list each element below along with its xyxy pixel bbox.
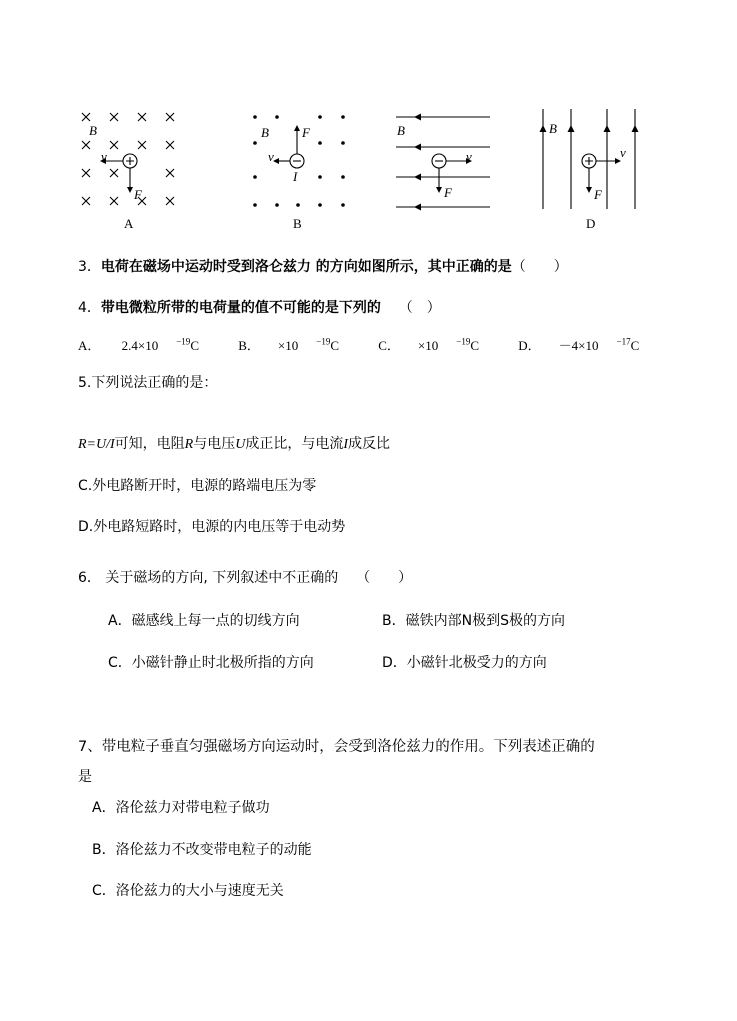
q4-option-b: B． ×10 $^{-19}$C xyxy=(238,336,339,353)
q4-answer-paren: （ ） xyxy=(398,300,441,316)
q4-number: 4． xyxy=(78,300,101,316)
fig-a-force-label: F xyxy=(134,187,142,202)
q4-option-c: C． ×10 $^{-19}$C xyxy=(378,336,480,353)
q6-option-d: D．小磁针北极受力的方向 xyxy=(382,655,547,671)
figure-b xyxy=(245,105,355,215)
question-5-title: 5.下列说法正确的是： xyxy=(78,375,218,391)
question-4 xyxy=(78,297,441,317)
fig-d-velocity-label: v xyxy=(620,145,626,160)
q5-statement-c: C.外电路断开时，电源的路端电压为零 xyxy=(78,478,317,494)
q6-option-a: A．磁感线上每一点的切线方向 xyxy=(108,613,300,629)
q5-statement-d: D.外电路短路时，电源的内电压等于电动势 xyxy=(78,519,346,535)
figure-c xyxy=(388,105,498,215)
q4-option-a: A． 2.4×10 $^{-19}$C xyxy=(78,336,199,353)
q6-answer-paren: （ ） xyxy=(356,570,413,586)
q6-option-b: B．磁铁内部N极到S极的方向 xyxy=(382,613,565,629)
q7-option-a: A．洛伦兹力对带电粒子做功 xyxy=(92,800,270,816)
question-7-line2: 是 xyxy=(78,769,92,785)
q7-option-b: B．洛伦兹力不改变带电粒子的动能 xyxy=(92,842,312,858)
q4-text: 带电微粒所带的电荷量的值不可能的是下列的 xyxy=(100,300,381,316)
q3-answer-paren: （ ） xyxy=(511,259,568,275)
question-3 xyxy=(78,256,568,276)
fig-b-force-label: F xyxy=(302,125,310,140)
figure-d xyxy=(535,105,645,215)
q6-number: 6． xyxy=(78,570,101,586)
q7-option-c: C．洛伦兹力的大小与速度无关 xyxy=(92,883,284,899)
fig-a-field-label: B xyxy=(89,123,97,138)
q3-number: 3． xyxy=(78,259,101,275)
fig-c-force-label: F xyxy=(444,185,452,200)
fig-b-caption: B xyxy=(293,216,302,231)
q3-text: 电荷在磁场中运动时受到洛仑兹力 的方向如图所示，其中正确的是 xyxy=(100,259,512,275)
q4-option-d: D． －4×10 $^{-17}$C xyxy=(518,336,640,353)
fig-a-velocity-label: v xyxy=(101,149,107,164)
fig-c-field-label: B xyxy=(397,123,405,138)
fig-d-caption: D xyxy=(586,216,596,231)
q5-statement-a: R=U/I可知，电阻R与电压U成正比，与电流I成反比 xyxy=(78,436,391,452)
fig-c-velocity-label: v xyxy=(466,149,472,164)
fig-b-field-label: B xyxy=(261,125,269,140)
figure-a xyxy=(72,105,192,215)
fig-b-velocity-label: v xyxy=(268,149,274,164)
fig-d-force-label: F xyxy=(594,187,602,202)
fig-a-caption: A xyxy=(124,216,134,231)
question-7-line1: 7、带电粒子垂直匀强磁场方向运动时，会受到洛伦兹力的作用。下列表述正确的 xyxy=(78,739,595,755)
fig-d-field-label: B xyxy=(549,121,557,136)
q6-option-c: C．小磁针静止时北极所指的方向 xyxy=(108,655,314,671)
fig-b-current-label: I xyxy=(293,169,298,184)
question-6 xyxy=(78,567,412,587)
q4-options xyxy=(78,335,675,354)
q6-text: 关于磁场的方向, 下列叙述中不正确的 xyxy=(105,570,339,586)
